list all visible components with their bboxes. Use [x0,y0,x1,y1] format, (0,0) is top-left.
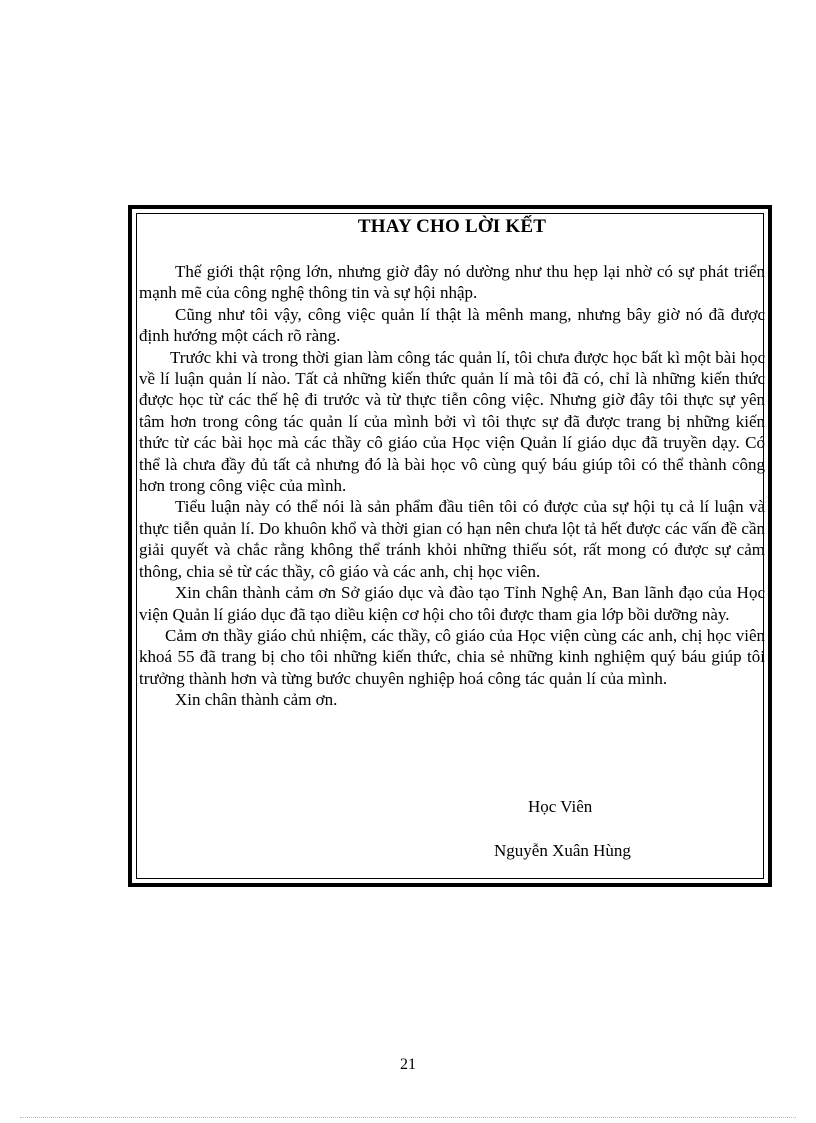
paragraph-2: Cũng như tôi vậy, công việc quản lí thật là mênh mang, nhưng bây giờ nó đã được định hướng một cách rõ ràng. [139,304,765,346]
signature-name: Nguyễn Xuân Hùng [494,841,631,860]
section-title: THAY CHO LỜI KẾT [357,216,547,237]
paragraph-6: Cảm ơn thầy giáo chủ nhiệm, các thầy, cô giáo của Học viện cùng các anh, chị học viên khoá 55 đã trang bị cho tôi những kiến thức, chia sẻ những kinh nghiệm quý báu giúp tôi trưởng thành hơn và từng bước chuyên nghiệp hoá công tác quản lí của mình. [139,625,765,688]
signature-role: Học Viên [528,797,593,816]
paragraph-4: Tiểu luận này có thể nói là sản phẩm đầu tiên tôi có được của sự hội tụ cả lí luận và thực tiễn quản lí. Do khuôn khổ và thời gian có hạn nên chưa lột tả hết được các vấn đề cần giải quyết và chắc rằng không thể tránh khỏi những thiếu sót, rất mong có được sự cảm thông, chia sẻ từ các thầy, cô giáo và các anh, chị học viên. [139,497,765,581]
page-number: 21 [400,1056,416,1073]
conclusion-frame [128,205,772,887]
paragraph-5: Xin chân thành cảm ơn Sở giáo dục và đào tạo Tỉnh Nghệ An, Ban lãnh đạo của Học viện Quản lí giáo dục đã tạo diều kiện cơ hội cho tôi được tham gia lớp bồi dưỡng này. [139,583,765,624]
paragraph-3: Trước khi và trong thời gian làm công tác quản lí, tôi chưa được học bất kì một bài học về lí luận quản lí nào. Tất cả những kiến thức quản lí mà tôi đã có, chỉ là những kiến thức được học từ các thế hệ đi trước và từ thực tiễn công việc. Nhưng giờ đây tôi thực sự yên tâm hơn trong công tác quản lí của mình bởi vì tôi thực sự đã được trang bị những kiến thức từ các bài học mà các thầy cô giáo của Học viện Quản lí giáo dục đã truyền dạy. Có thể là chưa đầy đủ tất cả nhưng đó là bài học vô cùng quý báu giúp tôi có thể thành công hơn trong công việc của mình. [139,347,765,496]
footer-divider [20,1117,796,1118]
paragraph-7: Xin chân thành cảm ơn. [175,690,338,710]
paragraph-1: Thế giới thật rộng lớn, nhưng giờ đây nó dường như thu hẹp lại nhờ có sự phát triển mạnh mẽ của công nghệ thông tin và sự hội nhập. [139,262,765,303]
section-body [139,261,765,711]
conclusion-content [139,209,765,883]
